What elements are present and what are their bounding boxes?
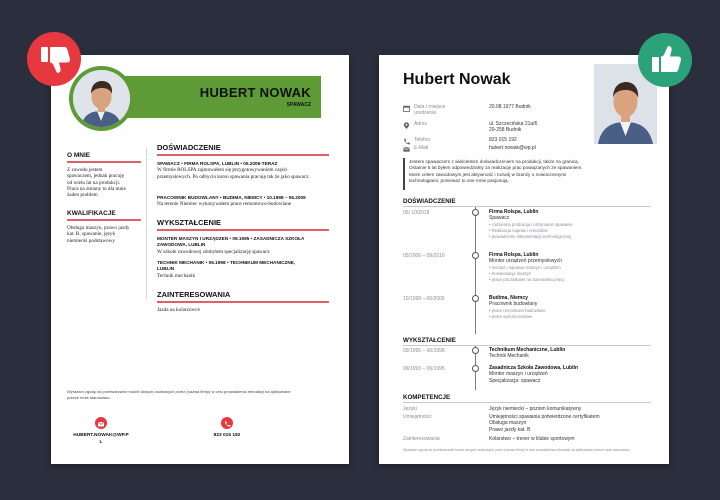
interests-value: Kolarstwo – trener w klubie sportowym bbox=[489, 436, 575, 442]
education-heading: WYKSZTAŁCENIE bbox=[157, 218, 222, 227]
column-divider bbox=[146, 147, 147, 299]
email-label: E-Mail bbox=[414, 145, 429, 151]
experience-timeline bbox=[475, 207, 476, 334]
education-item-2: TECHNIK MECHANIK • 06.1998 • TECHNIKUM MECHANICZNE, LUBLIN Technik mechanik bbox=[157, 260, 296, 279]
education-divider bbox=[403, 345, 651, 346]
education-dates: 09/1993 – 06/1995 bbox=[403, 366, 445, 372]
about-text: Z zawodu jestem spawaczem, jednak pracuję od wielu lat na produkcji. Praca na zmiany to dla mnie żaden problem bbox=[67, 167, 126, 199]
experience-item-1: SPAWACZ • FIRMA ROLSPA, LUBLIN • 05.2006-TERAZ W firmie ROLSPA zajmowałem się przygotowywaniem części przemysłowych. Po odbyciu kursu spawania pracuję tak że jako spawacz. bbox=[157, 161, 310, 180]
skills-heading: KWALIFIKACJE bbox=[67, 210, 116, 217]
thumbs-down-badge bbox=[27, 32, 81, 86]
phone-icon bbox=[221, 417, 233, 429]
education-underline bbox=[157, 229, 329, 231]
skills-divider bbox=[403, 402, 651, 403]
education-dates: 09/1995 – 06/1998 bbox=[403, 348, 445, 354]
about-heading: O MNIE bbox=[67, 152, 91, 159]
interests-text: Jazda na kolarzówce bbox=[157, 307, 200, 313]
experience-item: Firma Rolspa, Lublin Spawacz • codzienna produkcja i utrzymanie spawanie • Realizacja napraw i remontów • prowadzenie dokumentacji technologicznej bbox=[489, 209, 573, 240]
experience-dates: 05/ 10/2018 bbox=[403, 210, 430, 216]
timeline-dot bbox=[472, 295, 479, 302]
interests-heading: ZAINTERESOWANIA bbox=[157, 290, 231, 299]
experience-heading: DOŚWIADCZENIE bbox=[403, 198, 456, 205]
education-item: Zasadnicza Szkoła Zawodowa, Lublin Monter maszyn i urządzeń Specjalizacja: spawacz bbox=[489, 365, 578, 384]
experience-underline bbox=[157, 154, 329, 156]
education-item-1: MONTER MASZYN I URZĄDZEŃ • 09.1995 • ZASADNICZA SZKOŁA ZAWODOWA, LUBLIN W szkole zawodowej zdobyłem specjalizację spawacz bbox=[157, 236, 305, 255]
email-icon bbox=[403, 146, 410, 153]
location-icon bbox=[403, 122, 410, 129]
interests-label: Zainteresowania bbox=[403, 436, 440, 442]
phone-label: Telefon bbox=[414, 137, 431, 143]
skills-text: Obsługa maszyn, prawo jazdy kat. B, spawanie, język niemiecki podstawowy bbox=[67, 225, 130, 244]
education-item: Technikum Mechaniczne, Lublin Technik Mechanik bbox=[489, 347, 566, 360]
experience-dates: 10/1998 – 06/2006 bbox=[403, 296, 445, 302]
thumbs-up-icon bbox=[638, 33, 692, 87]
cv-name: Hubert Nowak bbox=[403, 71, 511, 88]
summary-text: Jestem spawaczem z wieloletnim doświadczeniem na produkcji, także za granicą. Ostatnie 5 lat byłem odpowiedzialny za realizację prac powiązanych ze spawaniem. Moim celem zawodowym jest aktywność i rozwój w branży o nowoczesnymi technologiami, ponieważ to one mnie pasjonują. bbox=[409, 159, 583, 184]
birth-value: 20.08.1977 Budnik bbox=[489, 104, 531, 110]
thumbs-up-badge bbox=[638, 33, 692, 87]
timeline-dot bbox=[472, 365, 479, 372]
birth-label: Data i miejsce urodzenia bbox=[414, 104, 446, 117]
bad-cv-document bbox=[51, 55, 349, 464]
thumbs-down-icon bbox=[27, 32, 81, 86]
experience-heading: DOŚWIADCZENIE bbox=[157, 143, 221, 152]
experience-item: Firma Rolspa, Lublin Monter urządzeń przemysłowych • montaż i naprawa maszyn i urządzeń • Konserwacja maszyn • prace początkowe na stanowisku pracy bbox=[489, 252, 565, 283]
consent-clause: Wyrażam zgodę na przetwarzanie moich danych osobowych przez (nazwa firmy) w celu prowadzenia rekrutacji na aplikowane przeze mnie stanowisko. bbox=[403, 448, 631, 452]
about-underline bbox=[67, 161, 141, 163]
timeline-dot bbox=[472, 209, 479, 216]
consent-clause: Wyrażam zgodę na przetwarzanie moich danych osobowych przez (nazwa firmy) w celu prowadzenia rekrutacji na aplikowane przeze mnie stanowisko. bbox=[67, 389, 291, 400]
good-cv-document bbox=[379, 55, 669, 464]
phone-icon bbox=[403, 138, 410, 145]
email-icon bbox=[95, 417, 107, 429]
profile-photo bbox=[73, 70, 130, 127]
address-label: Adres bbox=[414, 121, 428, 127]
languages-label: Języki bbox=[403, 406, 417, 412]
email-value: hubert.nowak@wp.pl bbox=[489, 145, 536, 151]
experience-dates: 05/2006 – 09/2016 bbox=[403, 253, 445, 259]
phone-value: 823 015 192 bbox=[489, 137, 517, 143]
education-heading: WYKSZTAŁCENIE bbox=[403, 337, 456, 344]
skills-heading: KOMPETENCJE bbox=[403, 394, 451, 401]
address-value: ul. Szczecińska 21a/6 20-258 Budnik bbox=[489, 121, 538, 134]
skills-underline bbox=[67, 219, 141, 221]
interests-underline bbox=[157, 301, 329, 303]
experience-divider bbox=[403, 206, 651, 207]
abilities-label: Umiejętności bbox=[403, 414, 432, 420]
calendar-icon bbox=[403, 105, 410, 112]
timeline-dot bbox=[472, 347, 479, 354]
experience-item: Budima, Niemcy Pracownik budowlany • prace remontowo-budowlane • prace wykończeniowe bbox=[489, 295, 546, 320]
summary-bar bbox=[403, 158, 405, 190]
experience-item-2: PRACOWNIK BUDOWLANY • BUDIMA, NIEMCY • 10.1998 – 06.2006 Na terenie Niemiec wykonywałem prace remontowo-budowlane bbox=[157, 195, 306, 208]
cv-phone: 823 015 192 bbox=[213, 433, 241, 438]
timeline-dot bbox=[472, 252, 479, 259]
cv-role: SPAWACZ bbox=[286, 102, 311, 108]
cv-name: HUBERT NOWAK bbox=[199, 85, 311, 100]
abilities-value: Umiejętności spawania potwierdzone certyfikatem Obsługa maszyn Prawo jazdy kat. B bbox=[489, 414, 600, 433]
cv-email: HUBERT.NOWAK@WP.P L bbox=[73, 433, 129, 445]
languages-value: Język niemiecki – poziom komunikatywny bbox=[489, 406, 582, 412]
